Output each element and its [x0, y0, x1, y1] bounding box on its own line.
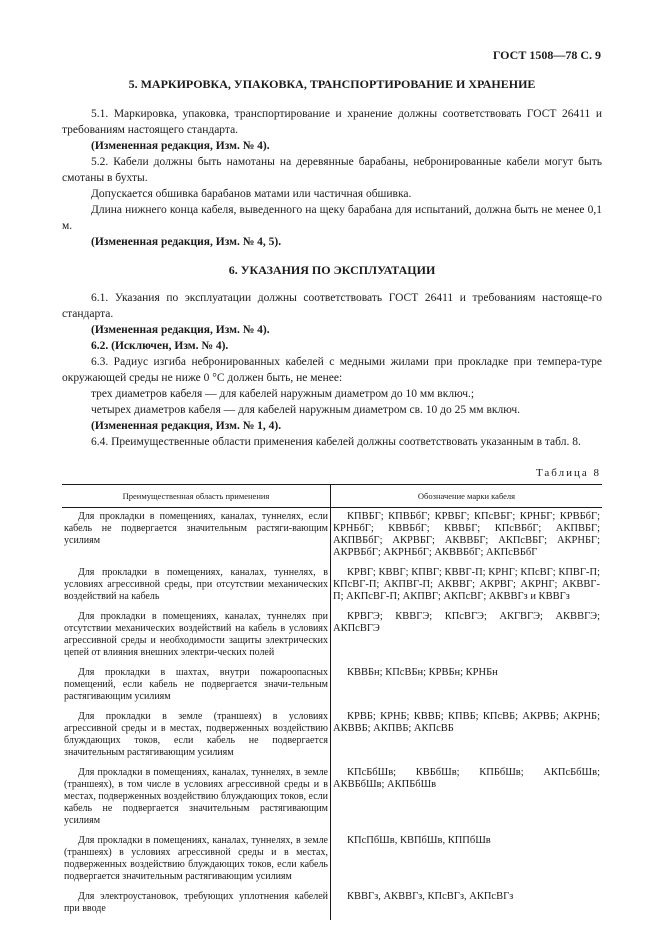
table-header-row	[62, 485, 602, 508]
area-cell: Для прокладки в шахтах, внутри пожароопасных помещений, если кабель не подвергается значи-тельным растягивающим усилиям	[62, 664, 331, 708]
page-header: ГОСТ 1508—78 С. 9	[492, 48, 601, 62]
paragraph-6-3-b: четырех диаметров кабеля — для кабелей наружным диаметром св. 10 до 25 мм включ.	[91, 404, 521, 416]
table-row	[62, 508, 602, 565]
area-cell: Для электроустановок, требующих уплотнения кабелей при вводе	[62, 888, 331, 920]
table-row	[62, 608, 602, 664]
table-row	[62, 664, 602, 708]
area-cell: Для прокладки в помещениях, каналах, туннелях при отсутствии механических воздействий на кабель в условиях агрессивной среды и необходимости защиты электрических цепей от влияния внешних электри-ческих полей	[62, 608, 331, 664]
area-cell: Для прокладки в помещениях, каналах, туннелях, в земле (траншеях) в условиях агрессивной среды и в местах, подверженных воздействию блуждающих токов, если кабель подвергается значительным растягивающим усилиям	[62, 832, 331, 888]
column-header-area: Преимущественная область применения	[62, 485, 331, 508]
table-8	[62, 484, 602, 920]
table-row	[62, 888, 602, 920]
marks-cell: КВВБн; КПсВБн; КРВБн; КРНБн	[347, 667, 498, 678]
paragraph-5-2-a: Допускается обшивка барабанов матами или частичная обшивка.	[91, 188, 412, 200]
marks-cell: КПсБбШв; КВБбШв; КПБбШв; АКПсБбШв; АКВБбШв; АКПБбШв	[333, 767, 600, 790]
column-header-marks: Обозначение марки кабеля	[331, 485, 603, 508]
area-cell: Для прокладки в помещениях, каналах, туннелях, если кабель не подвергается значительным растяги-вающим усилиям	[62, 508, 331, 565]
table-row	[62, 564, 602, 608]
table-row	[62, 764, 602, 832]
paragraph-6-4: 6.4. Преимущественные области применения кабелей должны соответствовать указанным в табл. 8.	[91, 436, 581, 448]
table-row	[62, 832, 602, 888]
paragraph-5-1-note: (Измененная редакция, Изм. № 4).	[91, 140, 270, 152]
paragraph-6-2: 6.2. (Исключен, Изм. № 4).	[91, 340, 229, 352]
paragraph-6-3-note: (Измененная редакция, Изм. № 1, 4).	[91, 420, 282, 432]
marks-cell: КПсПбШв, КВПбШв, КППбШв	[347, 835, 491, 846]
section-5-title: 5. МАРКИРОВКА, УПАКОВКА, ТРАНСПОРТИРОВАНИЕ И ХРАНЕНИЕ	[128, 77, 536, 91]
paragraph-6-3-a: трех диаметров кабеля — для кабелей наружным диаметром до 10 мм включ.;	[91, 388, 475, 400]
marks-cell: КРВГ; КВВГ; КПВГ; КВВГ-П; КРНГ; КПсВГ; КПВГ-П; КПсВГ-П; АКПВГ-П; АКВВГ; АКРВГ; АКРНГ; АКВВГ-П; АКПсВГ-П; АКПВГ; АКПсВГ; АКВВГз и КВВГз	[333, 567, 600, 602]
paragraph-5-2-b: Длина нижнего конца кабеля, выведенного на щеку барабана для испытаний, должна быть не менее 0,1 м.	[62, 204, 602, 232]
paragraph-6-1-note: (Измененная редакция, Изм. № 4).	[91, 324, 270, 336]
paragraph-5-1: 5.1. Маркировка, упаковка, транспортирование и хранение должны соответствовать ГОСТ 26411 и требованиям настоящего стандарта.	[62, 108, 602, 136]
paragraph-5-2: 5.2. Кабели должны быть намотаны на деревянные барабаны, небронированные кабели могут быть смотаны в бухты.	[62, 156, 602, 184]
marks-cell: КВВГз, АКВВГз, КПсВГз, АКПсВГз	[347, 891, 514, 902]
area-cell: Для прокладки в помещениях, каналах, туннелях, в условиях агрессивной среды, при отсутствии механических воздействий на кабель	[62, 564, 331, 608]
section-6-title: 6. УКАЗАНИЯ ПО ЭКСПЛУАТАЦИИ	[228, 263, 436, 277]
paragraph-6-3: 6.3. Радиус изгиба небронированных кабелей с медными жилами при прокладке при темпера-туре окружающей среды не ниже 0 °С должен быть, не менее:	[62, 356, 602, 384]
area-cell: Для прокладки в земле (траншеях) в условиях агрессивной среды и в местах, подверженных воздействию блуждающих токов, если кабель не подвергается значительным растягивающим усилиям	[62, 708, 331, 764]
paragraph-6-1: 6.1. Указания по эксплуатации должны соответствовать ГОСТ 26411 и требованиям настояще-го стандарта.	[62, 292, 602, 320]
marks-cell: КПВБГ; КПВБбГ; КРВБГ; КПсВБГ; КРНБГ; КРВБбГ; КРНБбГ; КВВБбГ; КВВБГ; КПсВБбГ; АКПВБГ; АКПВБбГ; АКРВБГ; АКВВБГ; АКПсВБГ; АКРНБГ; АКРВБбГ; АКРНБбГ; АКВВБбГ; АКПсВБбГ	[333, 511, 600, 558]
area-cell: Для прокладки в помещениях, каналах, туннелях, в земле (траншеях), в том числе в условиях агрессивной среды и в местах, подверженных воздействию блуждающих токов, если кабель не подвергается значительным растягивающим усилиям	[62, 764, 331, 832]
paragraph-5-2-note: (Измененная редакция, Изм. № 4, 5).	[91, 236, 282, 248]
table-row	[62, 708, 602, 764]
table-caption: Таблица 8	[535, 467, 601, 479]
marks-cell: КРВБ; КРНБ; КВВБ; КПВБ; КПсВБ; АКРВБ; АКРНБ; АКВВБ; АКПВБ; АКПсВБ	[333, 711, 600, 734]
marks-cell: КРВГЭ; КВВГЭ; КПсВГЭ; АКГВГЭ; АКВВГЭ; АКПсВГЭ	[333, 611, 600, 634]
